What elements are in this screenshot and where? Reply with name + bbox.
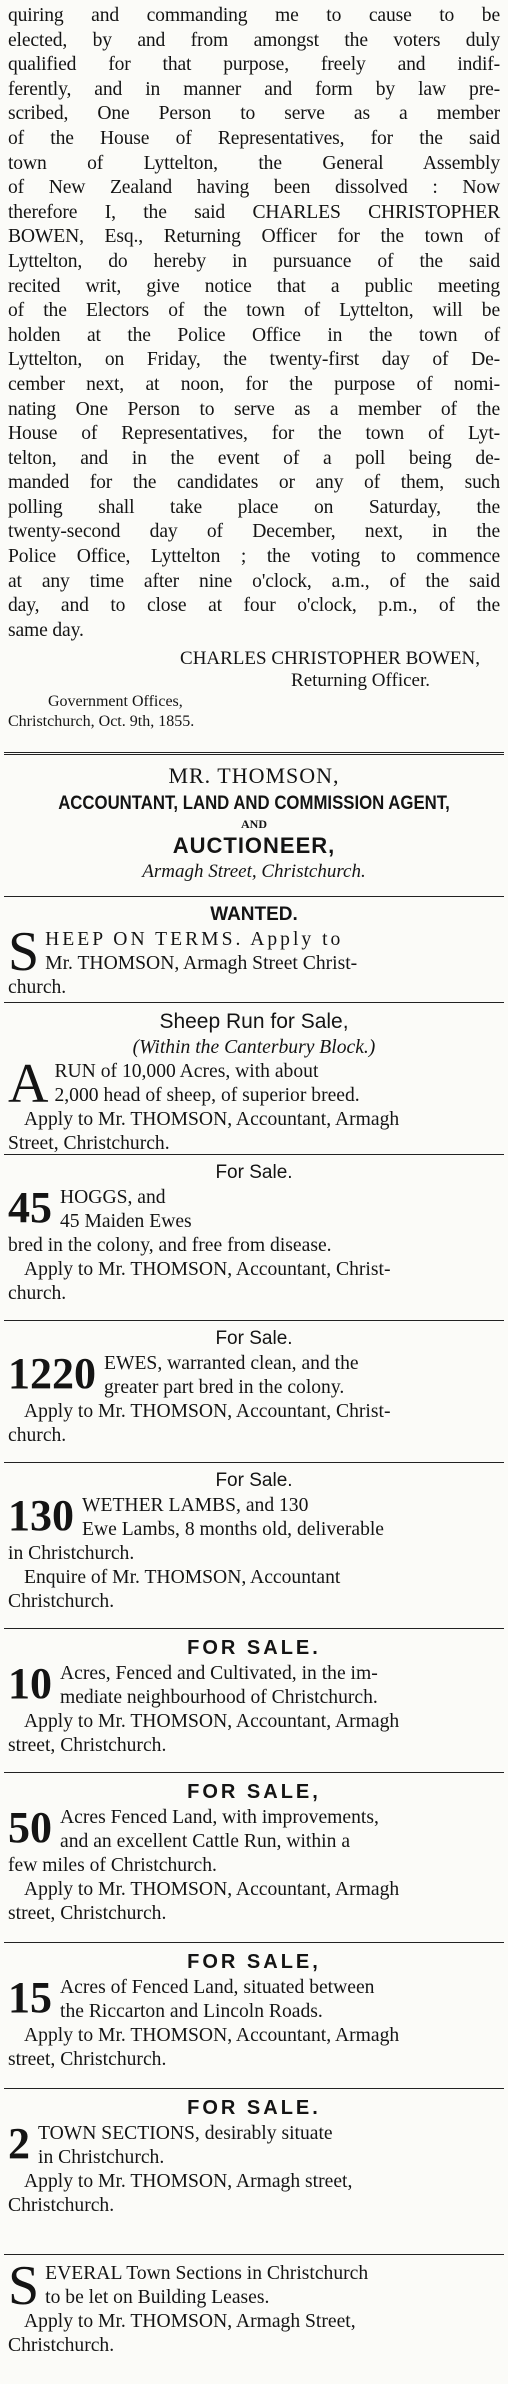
- ad-body2: in Christchurch.: [8, 1543, 135, 1564]
- ad-heading: Sheep Run for Sale,: [159, 1010, 349, 1033]
- proclamation-line: of the Electors of the town of Lyttelton, will be: [8, 300, 500, 322]
- ad-first-line: Acres Fenced Land, with improvements,: [60, 1807, 379, 1828]
- thomson-and: AND: [241, 817, 267, 831]
- ad-15-acres: [8, 1948, 500, 2072]
- ad-first-line: HEEP ON TERMS. Apply to: [45, 929, 344, 950]
- ad-apply2: street, Christchurch.: [8, 1735, 167, 1756]
- ad-body: in Christchurch.: [38, 2147, 165, 2168]
- ad-body: mediate neighbourhood of Christchurch.: [60, 1687, 378, 1708]
- ad-apply: Apply to Mr. THOMSON, Armagh street,: [24, 2171, 353, 2192]
- ad-apply2: street, Christchurch.: [8, 2049, 167, 2070]
- proclamation-line: recited writ, give notice that a public meeting: [8, 275, 500, 297]
- ad-heading: For Sale.: [215, 1162, 293, 1183]
- ad-apply: Apply to Mr. THOMSON, Accountant, Armagh: [24, 1109, 400, 1130]
- proclamation-line: Lyttelton, on Friday, the twenty-first day of De-: [8, 349, 500, 371]
- ad-body: to be let on Building Leases.: [45, 2287, 270, 2308]
- ad-subheading: (Within the Canterbury Block.): [132, 1037, 376, 1058]
- divider: [4, 1154, 504, 1155]
- divider: [4, 1002, 504, 1003]
- ad-body2: bred in the colony, and free from disease.: [8, 1235, 332, 1256]
- ad-body: greater part bred in the colony.: [104, 1377, 345, 1398]
- ad-apply: Apply to Mr. THOMSON, Accountant, Armagh: [24, 2025, 400, 2046]
- proclamation-line: BOWEN, Esq., Returning Officer for the town of: [8, 226, 500, 248]
- ad-apply: Apply to Mr. THOMSON, Accountant, Christ-: [24, 1401, 391, 1422]
- ad-wanted: [8, 902, 500, 1000]
- divider: [4, 896, 504, 897]
- ad-body: 2,000 head of sheep, of superior breed.: [54, 1085, 360, 1106]
- ad-body: Mr. THOMSON, Armagh Street Christ-: [45, 953, 358, 974]
- ad-first-line: TOWN SECTIONS, desirably situate: [38, 2123, 333, 2144]
- ad-first-line: Acres of Fenced Land, situated between: [60, 1977, 375, 1998]
- ad-body: 45 Maiden Ewes: [60, 1211, 192, 1232]
- thomson-name: MR. THOMSON,: [168, 763, 340, 788]
- ad-apply2: Christchurch.: [8, 2335, 115, 2356]
- divider: [4, 1628, 504, 1629]
- ad-50-acres: [8, 1778, 500, 1926]
- signature-name: CHARLES CHRISTOPHER BOWEN,: [180, 648, 480, 669]
- ad-apply2: street, Christchurch.: [8, 1903, 167, 1924]
- ad-number: 45: [8, 1183, 52, 1232]
- ad-heading: For Sale.: [215, 1470, 293, 1491]
- proclamation-line: same day.: [8, 619, 84, 641]
- ad-sheep-run: [8, 1008, 500, 1156]
- ad-apply2: Christchurch.: [8, 2195, 115, 2216]
- proclamation-line: telton, and in the event of a poll being de-: [8, 447, 500, 469]
- ad-number: 2: [8, 2119, 30, 2168]
- thomson-address: Armagh Street, Christchurch.: [142, 861, 366, 882]
- proclamation-line: twenty-second day of December, next, in the: [8, 521, 500, 543]
- drop-cap: A: [8, 1053, 49, 1115]
- divider: [4, 1772, 504, 1773]
- proclamation-signature: [8, 648, 500, 732]
- ad-ewes: [8, 1326, 500, 1448]
- ad-heading: FOR SALE,: [187, 1951, 321, 1973]
- proclamation-line: manded for the candidates or any of them, such: [8, 472, 500, 494]
- drop-cap: S: [8, 2255, 40, 2317]
- ad-first-line: EVERAL Town Sections in Christchurch: [45, 2263, 369, 2284]
- signature-title: Returning Officer.: [291, 670, 430, 691]
- proclamation-line: cember next, at noon, for the purpose of nomi-: [8, 373, 500, 395]
- proclamation-line: day, and to close at four o'clock, p.m., of the: [8, 595, 500, 617]
- ad-body: and an excellent Cattle Run, within a: [60, 1831, 351, 1852]
- ad-heading: FOR SALE.: [187, 2097, 321, 2119]
- proclamation-line: of the House of Representatives, for the said: [8, 127, 500, 149]
- divider: [4, 2088, 504, 2089]
- proclamation-line: House of Representatives, for the town of Lyt-: [8, 423, 500, 445]
- ad-first-line: RUN of 10,000 Acres, with about: [54, 1061, 319, 1082]
- ad-hoggs: [8, 1160, 500, 1306]
- divider: [4, 1320, 504, 1321]
- ad-heading: FOR SALE.: [187, 1637, 321, 1659]
- thomson-role1: ACCOUNTANT, LAND AND COMMISSION AGENT,: [58, 792, 450, 814]
- ad-body2: church.: [8, 977, 67, 998]
- ad-apply2: Street, Christchurch.: [8, 1133, 170, 1154]
- proclamation-text: [8, 4, 500, 643]
- ad-apply2: church.: [8, 1425, 67, 1446]
- ad-apply: Apply to Mr. THOMSON, Accountant, Armagh: [24, 1711, 400, 1732]
- ad-first-line: EWES, warranted clean, and the: [104, 1353, 359, 1374]
- proclamation-line: Police Office, Lyttelton ; the voting to commence: [8, 546, 500, 568]
- ad-first-line: HOGGS, and: [60, 1187, 166, 1208]
- ad-wether-lambs: [8, 1468, 500, 1614]
- ad-first-line: Acres, Fenced and Cultivated, in the im-: [60, 1663, 378, 1684]
- thomson-role2: AUCTIONEER,: [172, 833, 336, 858]
- proclamation-line: at any time after nine o'clock, a.m., of the said: [8, 570, 500, 592]
- proclamation-line: Lyttelton, do hereby in pursuance of the said: [8, 250, 500, 272]
- ad-number: 10: [8, 1659, 52, 1708]
- ad-body: the Riccarton and Lincoln Roads.: [60, 2001, 323, 2022]
- ad-10-acres: [8, 1634, 500, 1758]
- proclamation-line: therefore I, the said CHARLES CHRISTOPHER: [8, 201, 500, 223]
- ad-heading: For Sale.: [215, 1328, 293, 1349]
- proclamation-line: holden at the Police Office in the town of: [8, 324, 500, 346]
- ad-heading: FOR SALE,: [187, 1781, 321, 1803]
- divider: [4, 1942, 504, 1943]
- ad-number: 1220: [8, 1349, 96, 1398]
- proclamation-line: polling shall take place on Saturday, the: [8, 496, 500, 518]
- ad-first-line: WETHER LAMBS, and 130: [82, 1495, 309, 1516]
- ad-apply: Apply to Mr. THOMSON, Armagh Street,: [24, 2311, 356, 2332]
- ad-body: Ewe Lambs, 8 months old, deliverable: [82, 1519, 385, 1540]
- proclamation-line: town of Lyttelton, the General Assembly: [8, 152, 500, 174]
- proclamation-line: scribed, One Person to serve as a member: [8, 103, 500, 125]
- ad-apply: Apply to Mr. THOMSON, Accountant, Christ-: [24, 1259, 391, 1280]
- proclamation-line: quiring and commanding me to cause to be: [8, 5, 500, 26]
- ad-apply2: church.: [8, 1283, 67, 1304]
- proclamation-line: qualified for that purpose, freely and indif-: [8, 54, 500, 76]
- place-line1: Government Offices,: [48, 693, 183, 710]
- ad-several-sections: [8, 2255, 500, 2358]
- place-line2: Christchurch, Oct. 9th, 1855.: [8, 713, 195, 730]
- divider: [4, 1462, 504, 1463]
- proclamation-line: ferently, and in manner and form by law pre-: [8, 78, 500, 100]
- ad-number: 130: [8, 1491, 74, 1540]
- ad-number: 50: [8, 1803, 52, 1852]
- ad-body2: few miles of Christchurch.: [8, 1855, 217, 1876]
- ad-town-sections: [8, 2094, 500, 2218]
- ad-apply2: Christchurch.: [8, 1591, 115, 1612]
- divider: [4, 2254, 504, 2255]
- proclamation-line: nating One Person to serve as a member of the: [8, 398, 500, 420]
- ad-number: 15: [8, 1973, 52, 2022]
- ad-heading: WANTED.: [210, 904, 298, 925]
- ad-apply: Apply to Mr. THOMSON, Accountant, Armagh: [24, 1879, 400, 1900]
- ad-apply: Enquire of Mr. THOMSON, Accountant: [24, 1567, 341, 1588]
- proclamation-line: elected, by and from amongst the voters duly: [8, 29, 500, 51]
- thomson-header: [8, 762, 500, 884]
- divider: [4, 752, 504, 755]
- proclamation-line: of New Zealand having been dissolved : Now: [8, 177, 500, 199]
- drop-cap: S: [8, 921, 40, 983]
